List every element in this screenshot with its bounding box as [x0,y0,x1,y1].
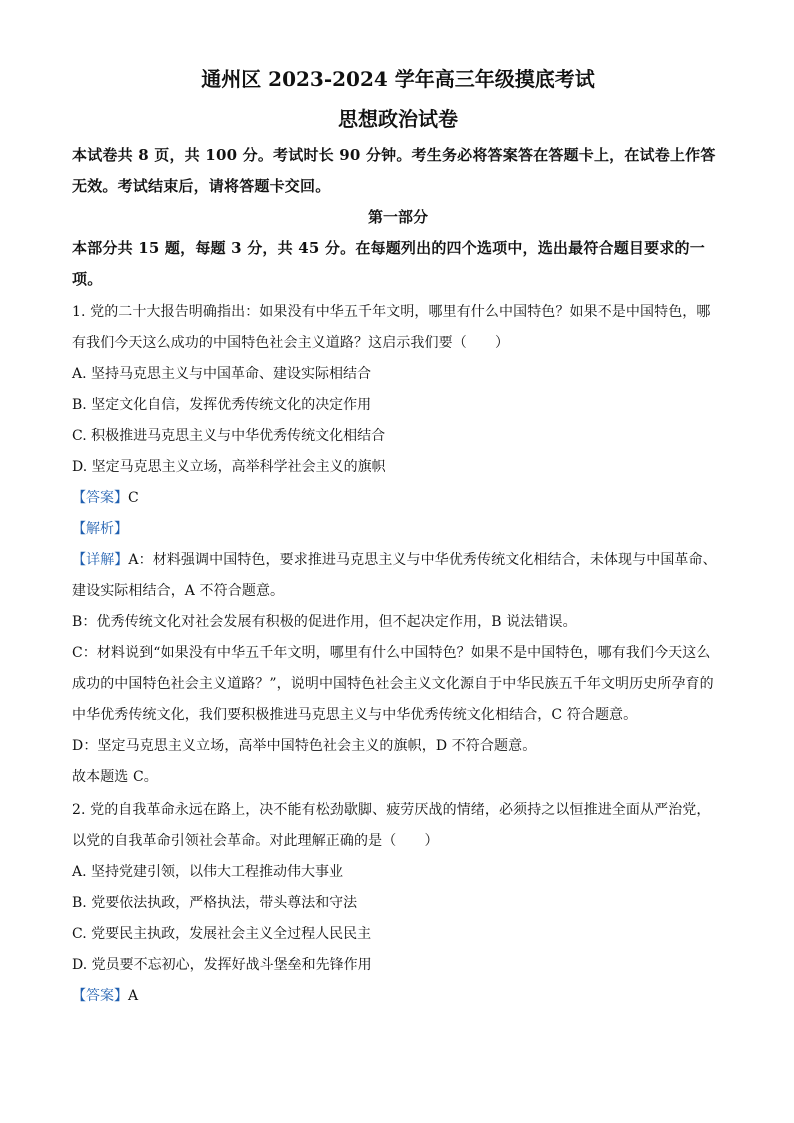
answer-row [72,981,724,1012]
detail-a [72,545,724,607]
part-heading: 第一部分 [367,208,428,226]
page-subtitle: 思想政治试卷 [338,107,458,131]
detail-conclusion: 故本题选 C。 [72,769,158,785]
exam-instructions: 本试卷共 8 页，共 100 分。考试时长 90 分钟。考生务必将答案答在答题卡上，在试卷上作答无效。考试结束后，请将答题卡交回。 [72,146,716,195]
detail-d: D：坚定马克思主义立场，高举中国特色社会主义的旗帜，D 不符合题意。 [72,738,537,754]
question-2 [72,795,724,1012]
analysis-label: 【解析】 [72,521,128,537]
answer-label: 【答案】 [72,490,128,506]
detail-b: B：优秀传统文化对社会发展有积极的促进作用，但不起决定作用，B 说法错误。 [72,614,577,630]
option-a: A. 坚持马克思主义与中国革命、建设实际相结合 [72,366,372,382]
exam-page [72,62,724,1012]
option-a: A. 坚持党建引领，以伟大工程推动伟大事业 [72,864,344,880]
question-1 [72,297,724,793]
answer-value: C [128,490,139,506]
detail-a-text: A：材料强调中国特色，要求推进马克思主义与中华优秀传统文化相结合，未体现与中国革命、建设实际相结合，A 不符合题意。 [72,552,717,599]
page-title: 通州区 2023-2024 学年高三年级摸底考试 [201,67,595,91]
question-stem: 2. 党的自我革命永远在路上，决不能有松劲歇脚、疲劳厌战的情绪，必须持之以恒推进全面从严治党，以党的自我革命引领社会革命。对此理解正确的是（ ） [72,802,711,849]
option-b: B. 党要依法执政，严格执法，带头尊法和守法 [72,895,358,911]
option-c: C. 积极推进马克思主义与中华优秀传统文化相结合 [72,428,386,444]
analysis-row [72,514,724,545]
detail-label: 【详解】 [72,552,129,568]
option-b: B. 坚定文化自信，发挥优秀传统文化的决定作用 [72,397,372,413]
answer-row [72,483,724,514]
option-d: D. 党员要不忘初心，发挥好战斗堡垒和先锋作用 [72,957,372,973]
answer-label: 【答案】 [72,988,128,1004]
option-d: D. 坚定马克思主义立场，高举科学社会主义的旗帜 [72,459,386,475]
part-intro: 本部分共 15 题，每题 3 分，共 45 分。在每题列出的四个选项中，选出最符合题目要求的一项。 [72,239,705,288]
question-stem: 1. 党的二十大报告明确指出：如果没有中华五千年文明，哪里有什么中国特色？如果不是中国特色，哪有我们今天这么成功的中国特色社会主义道路？这启示我们要（ ） [72,304,711,351]
answer-value: A [128,988,139,1004]
option-c: C. 党要民主执政，发展社会主义全过程人民民主 [72,926,372,942]
detail-c: C：材料说到“如果没有中华五千年文明，哪里有什么中国特色？如果不是中国特色，哪有我们今天这么成功的中国特色社会主义道路？”，说明中国特色社会主义文化源自于中华民族五千年文明历史所孕育的中华优秀传统文化，我们要积极推进马克思主义与中华优秀传统文化相结合，C 符合题意。 [72,645,714,723]
